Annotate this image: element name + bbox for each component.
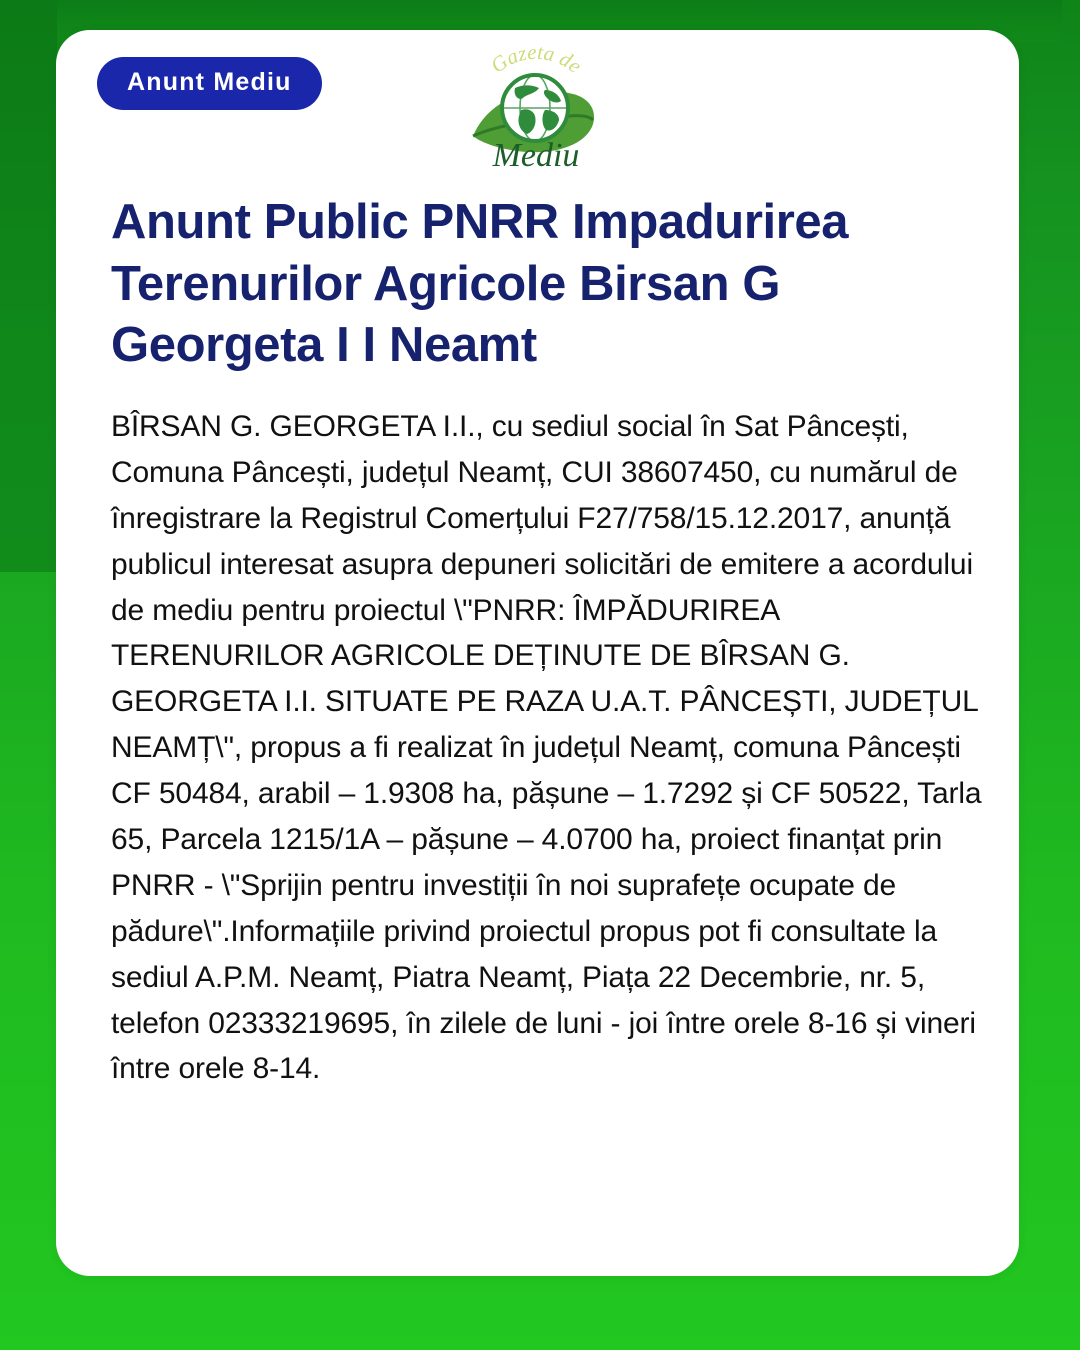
category-badge[interactable]: Anunt Mediu: [97, 57, 322, 110]
logo-bottom-text: Mediu: [492, 137, 580, 174]
page-title: Anunt Public PNRR Impadurirea Terenurilor Agricole Birsan G Georgeta I I Neamt: [111, 195, 849, 373]
card-header: [56, 30, 1019, 174]
announcement-body: BÎRSAN G. GEORGETA I.I., cu sediul social în Sat Pâncești, Comuna Pâncești, județul Neamț, CUI 38607450, cu numărul de înregistrare la Registrul Comerțului F27/758/15.12.2017, anunță publicul interesat asupra depuneri solicitări de emitere a acordului de mediu pentru proiectul \"PNRR: ÎMPĂDURIREA TERENURILOR AGRICOLE DEȚINUTE DE BÎRSAN G. GEORGETA I.I. SITUATE PE RAZA U.A.T. PÂNCEȘTI, JUDEȚUL NEAMȚ\", propus a fi realizat în județul Neamț, comuna Pâncești CF 50484, arabil – 1.9308 ha, pășune – 1.7292 și CF 50522, Tarla 65, Parcela 1215/1A – pășune – 4.0700 ha, proiect finanțat prin PNRR - \"Sprijin pentru investiții în noi suprafețe ocupate de pădure\".Informațiile privind proiectul propus pot fi consultate la sediul A.P.M. Neamț, Piatra Neamț, Piața 22 Decembrie, nr. 5, telefon 02333219695, în zilele de luni - joi între orele 8-16 și vineri între orele 8-14.: [111, 410, 990, 1086]
gazeta-de-mediu-logo: [461, 40, 611, 175]
logo-top-text: Gazeta de: [486, 40, 587, 78]
background-dark-left-block: [0, 0, 57, 572]
announcement-card: [56, 30, 1019, 1276]
